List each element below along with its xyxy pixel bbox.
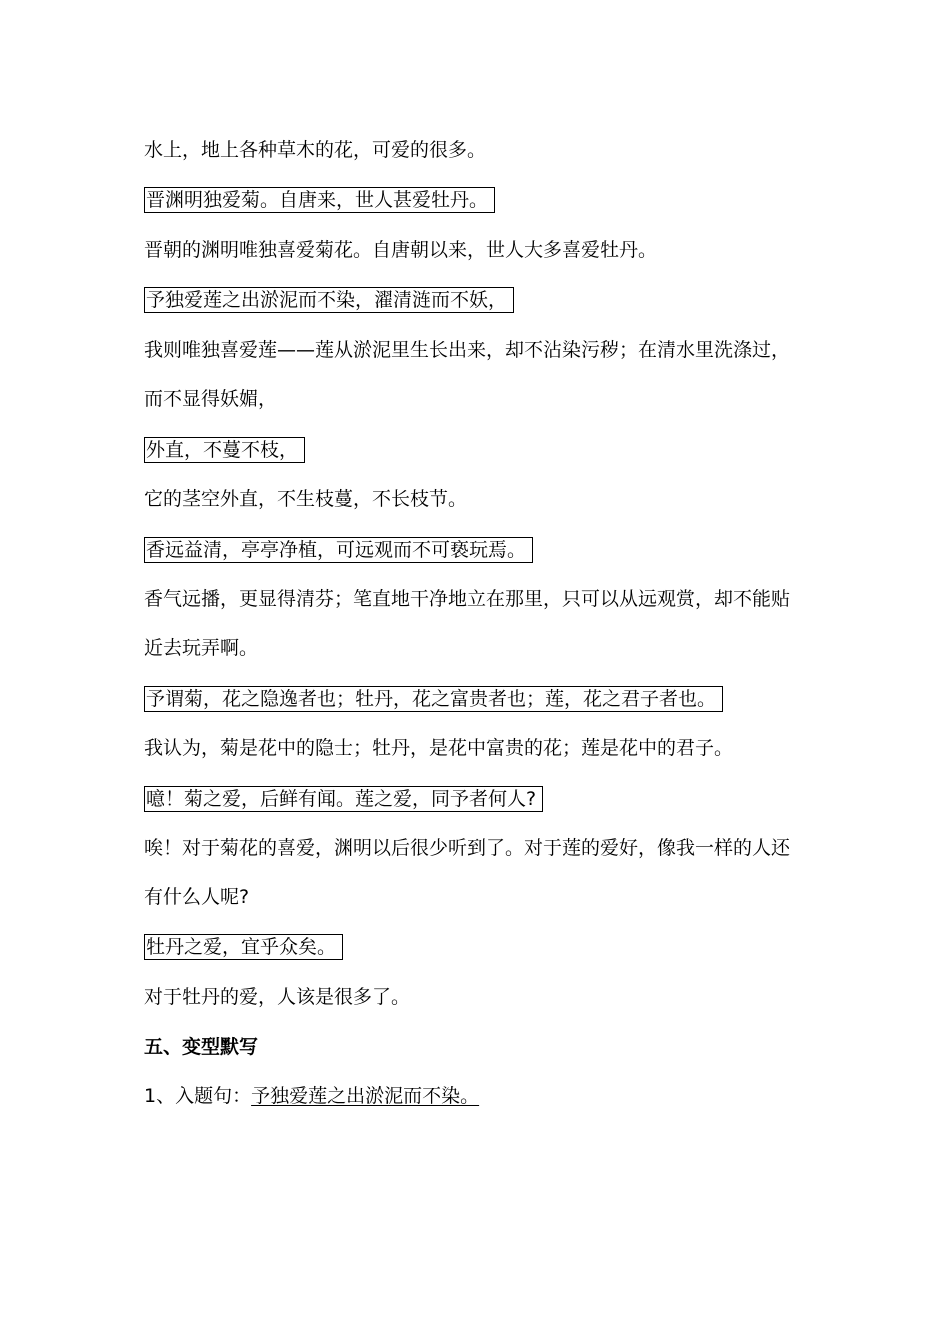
source-line	[144, 287, 514, 313]
translation-line: 晋朝的渊明唯独喜爱菊花。自唐朝以来，世人大多喜爱牡丹。	[144, 239, 658, 261]
translation-line: 近去玩弄啊。	[144, 637, 259, 659]
translation-line: 对于牡丹的爱，人该是很多了。	[144, 986, 411, 1008]
translation-line: 水上，地上各种草木的花，可爱的很多。	[144, 139, 487, 161]
translation-line: 我则唯独喜爱莲——莲从淤泥里生长出来，却不沾染污秽；在清水里洗涤过，	[144, 339, 791, 361]
translation-line: 有什么人呢?	[144, 886, 250, 908]
question-answer: 予独爱莲之出淤泥而不染。	[251, 1085, 480, 1107]
source-text-box: 予谓菊，花之隐逸者也；牡丹，花之富贵者也；莲，花之君子者也。	[144, 686, 723, 712]
translation-line: 唉！对于菊花的喜爱，渊明以后很少听到了。对于莲的爱好，像我一样的人还	[144, 837, 791, 859]
source-text-box: 噫！菊之爱，后鲜有闻。莲之爱，同予者何人?	[144, 786, 543, 812]
source-text-box: 外直，不蔓不枝，	[144, 437, 305, 463]
question-prefix: 1、入题句：	[144, 1085, 252, 1107]
section-heading: 五、变型默写	[144, 1036, 259, 1058]
source-line	[144, 686, 723, 712]
source-line	[144, 187, 495, 213]
source-text-box: 晋渊明独爱菊。自唐来，世人甚爱牡丹。	[144, 187, 495, 213]
question-line	[144, 1084, 487, 1108]
source-text-box: 予独爱莲之出淤泥而不染，濯清涟而不妖，	[144, 287, 514, 313]
translation-line: 而不显得妖媚，	[144, 388, 278, 410]
source-text-box: 香远益清，亭亭净植，可远观而不可亵玩焉。	[144, 537, 533, 563]
translation-line: 它的茎空外直，不生枝蔓，不长枝节。	[144, 488, 468, 510]
translation-line: 我认为，菊是花中的隐士；牡丹，是花中富贵的花；莲是花中的君子。	[144, 737, 734, 759]
source-line	[144, 437, 305, 463]
source-line	[144, 934, 343, 960]
source-line	[144, 537, 533, 563]
source-text-box: 牡丹之爱，宜乎众矣。	[144, 934, 343, 960]
translation-line: 香气远播，更显得清芬；笔直地干净地立在那里，只可以从远观赏，却不能贴	[144, 588, 791, 610]
source-line	[144, 786, 543, 812]
